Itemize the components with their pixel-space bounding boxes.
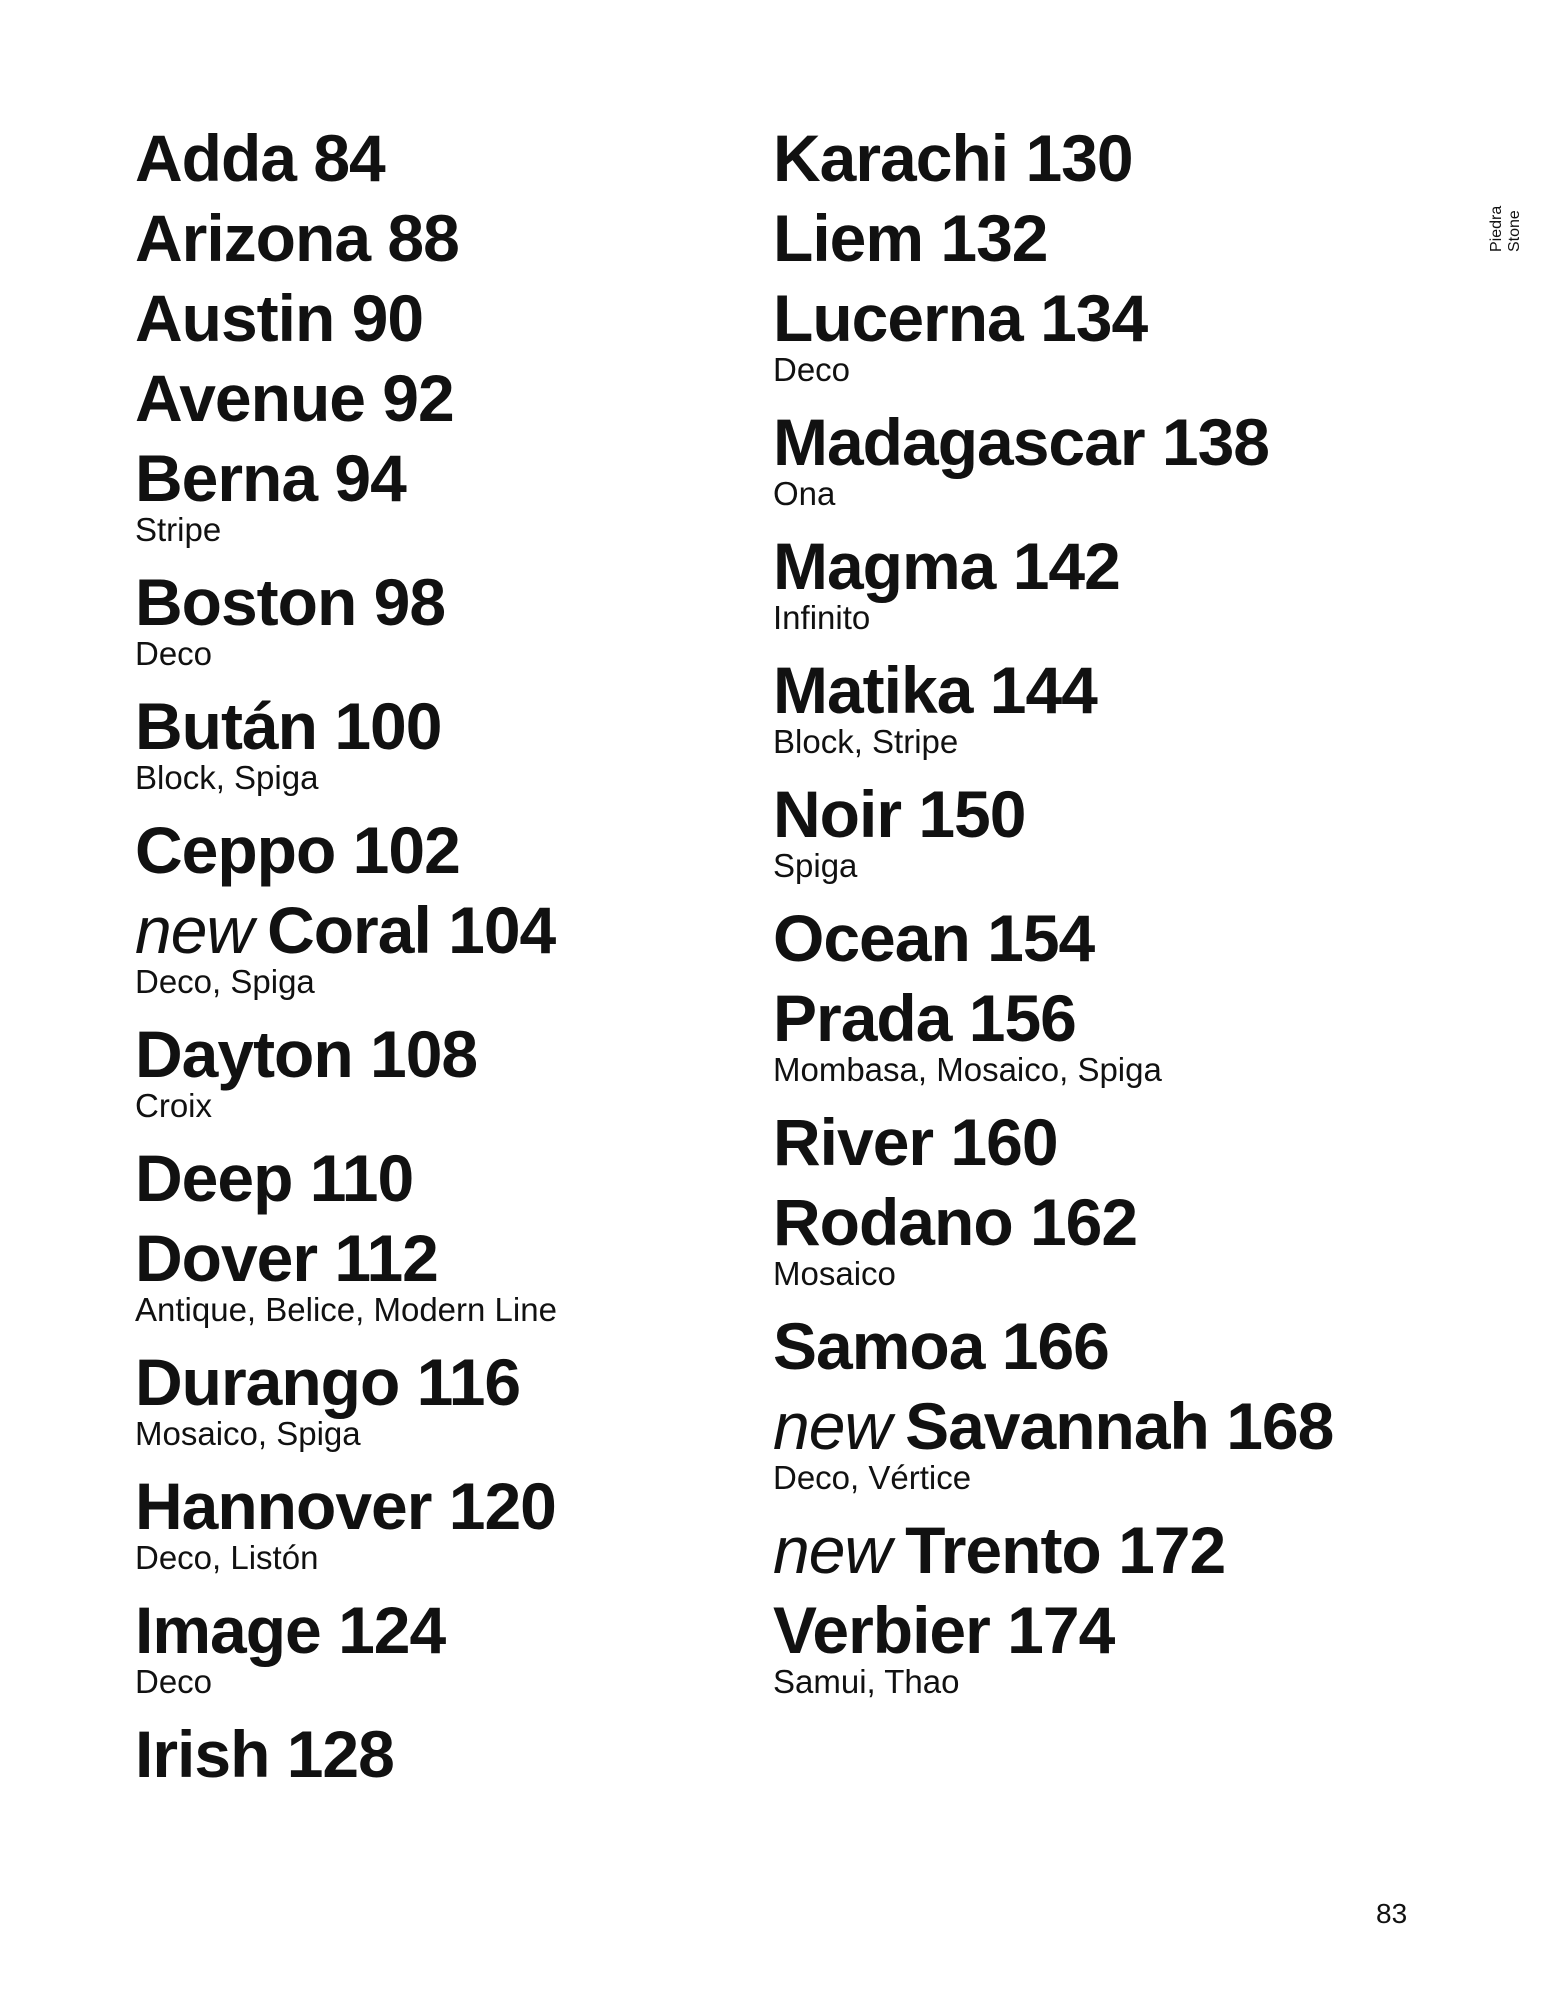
- entry-title-line: [773, 278, 1413, 358]
- entry-title-line: [135, 1014, 755, 1094]
- index-entry: [773, 118, 1413, 198]
- entry-variants: Stripe: [135, 511, 222, 548]
- entry-title-line: [773, 118, 1413, 198]
- entry-title-line: [135, 1466, 755, 1546]
- index-entry: [773, 1510, 1413, 1590]
- index-entry: [135, 890, 755, 1000]
- entry-variants: Mosaico: [773, 1255, 896, 1292]
- entry-variants: Samui, Thao: [773, 1663, 960, 1700]
- index-entry: [773, 278, 1413, 388]
- entry-title-line: [135, 562, 755, 642]
- entry-title-line: [135, 1138, 755, 1218]
- entry-title-line: [135, 438, 755, 518]
- entry-title: Adda 84: [135, 121, 385, 195]
- entry-variants: Antique, Belice, Modern Line: [135, 1291, 557, 1328]
- section-side-tab: [1488, 206, 1524, 252]
- entry-title: Noir 150: [773, 777, 1026, 851]
- entry-title: Magma 142: [773, 529, 1120, 603]
- entry-title: Bután 100: [135, 689, 442, 763]
- entry-title: Dover 112: [135, 1221, 438, 1295]
- entry-variants: Croix: [135, 1087, 213, 1124]
- entry-title: Samoa 166: [773, 1309, 1109, 1383]
- index-entry: [773, 1102, 1413, 1182]
- entry-title: Verbier 174: [773, 1593, 1115, 1667]
- new-label: new: [773, 1389, 892, 1463]
- index-entry: [135, 1466, 755, 1576]
- entry-title-line: [773, 526, 1413, 606]
- index-entry: [135, 1218, 755, 1328]
- index-entry: [135, 1342, 755, 1452]
- entry-title-line: [773, 774, 1413, 854]
- entry-variants: Deco, Vértice: [773, 1459, 972, 1496]
- new-label: new: [135, 893, 254, 967]
- entry-title: River 160: [773, 1105, 1058, 1179]
- entry-title-line: [773, 1102, 1413, 1182]
- entry-title: Avenue 92: [135, 361, 454, 435]
- entry-title-line: [135, 686, 755, 766]
- entry-title-line: [135, 1714, 755, 1794]
- entry-title: Savannah 168: [905, 1389, 1334, 1463]
- index-entry: [773, 526, 1413, 636]
- index-entry: [773, 1182, 1413, 1292]
- entry-title: Rodano 162: [773, 1185, 1138, 1259]
- entry-title: Trento 172: [905, 1513, 1226, 1587]
- index-entry: [773, 650, 1413, 760]
- entry-variants: Mosaico, Spiga: [135, 1415, 361, 1452]
- index-entry: [135, 278, 755, 358]
- index-entry: [773, 978, 1413, 1088]
- index-entry: [135, 1014, 755, 1124]
- entry-title: Boston 98: [135, 565, 446, 639]
- entry-title-line: [773, 1510, 1413, 1590]
- entry-title: Hannover 120: [135, 1469, 556, 1543]
- entry-title: Dayton 108: [135, 1017, 478, 1091]
- entry-variants: Deco: [773, 351, 851, 388]
- entry-title-line: [135, 890, 755, 970]
- entry-title: Deep 110: [135, 1141, 414, 1215]
- entry-title: Irish 128: [135, 1717, 394, 1791]
- entry-title-line: [135, 1590, 755, 1670]
- entry-title: Durango 116: [135, 1345, 521, 1419]
- index-entry: [773, 1386, 1413, 1496]
- page-number: 83: [1376, 1898, 1408, 1929]
- side-tab-line-2: Stone: [1506, 210, 1523, 252]
- entry-title: Lucerna 134: [773, 281, 1148, 355]
- entry-title-line: [135, 118, 755, 198]
- entry-variants: Deco: [135, 1663, 213, 1700]
- entry-title-line: [135, 198, 755, 278]
- index-entry: [135, 438, 755, 548]
- entry-title-line: [773, 1386, 1413, 1466]
- entry-title: Austin 90: [135, 281, 424, 355]
- entry-title: Madagascar 138: [773, 405, 1269, 479]
- index-entry: [135, 358, 755, 438]
- index-entry: [773, 402, 1413, 512]
- index-entry: [773, 898, 1413, 978]
- entry-title-line: [773, 402, 1413, 482]
- index-entry: [135, 118, 755, 198]
- entry-variants: Infinito: [773, 599, 871, 636]
- entry-title-line: [135, 1218, 755, 1298]
- side-tab-line-1: Piedra: [1488, 205, 1505, 252]
- entry-title-line: [773, 1306, 1413, 1386]
- index-entry: [135, 562, 755, 672]
- entry-variants: Block, Spiga: [135, 759, 319, 796]
- entry-title: Prada 156: [773, 981, 1076, 1055]
- entry-title-line: [773, 978, 1413, 1058]
- index-entry: [773, 1306, 1413, 1386]
- entry-title: Matika 144: [773, 653, 1097, 727]
- left-column: [135, 118, 755, 1794]
- index-entry: [135, 198, 755, 278]
- entry-title-line: [773, 1182, 1413, 1262]
- entry-title-line: [135, 358, 755, 438]
- index-entry: [773, 198, 1413, 278]
- entry-title: Liem 132: [773, 201, 1048, 275]
- entry-title: Image 124: [135, 1593, 446, 1667]
- entry-variants: Block, Stripe: [773, 723, 959, 760]
- entry-title: Ceppo 102: [135, 813, 460, 887]
- entry-title-line: [135, 278, 755, 358]
- entry-title-line: [773, 198, 1413, 278]
- entry-variants: Deco: [135, 635, 213, 672]
- entry-title-line: [135, 810, 755, 890]
- index-entry: [773, 1590, 1413, 1700]
- new-label: new: [773, 1513, 892, 1587]
- entry-title: Berna 94: [135, 441, 406, 515]
- entry-title: Ocean 154: [773, 901, 1095, 975]
- index-entry: [773, 774, 1413, 884]
- entry-title-line: [135, 1342, 755, 1422]
- entry-title: Coral 104: [267, 893, 556, 967]
- entry-title: Karachi 130: [773, 121, 1133, 195]
- entry-title-line: [773, 1590, 1413, 1670]
- entry-title-line: [773, 650, 1413, 730]
- index-entry: [135, 810, 755, 890]
- entry-variants: Ona: [773, 475, 836, 512]
- entry-variants: Deco, Spiga: [135, 963, 315, 1000]
- index-entry: [135, 1714, 755, 1794]
- entry-title: Arizona 88: [135, 201, 459, 275]
- entry-variants: Spiga: [773, 847, 858, 884]
- right-column: [773, 118, 1413, 1714]
- entry-variants: Mombasa, Mosaico, Spiga: [773, 1051, 1162, 1088]
- index-entry: [135, 686, 755, 796]
- index-entry: [135, 1590, 755, 1700]
- entry-variants: Deco, Listón: [135, 1539, 319, 1576]
- entry-title-line: [773, 898, 1413, 978]
- index-entry: [135, 1138, 755, 1218]
